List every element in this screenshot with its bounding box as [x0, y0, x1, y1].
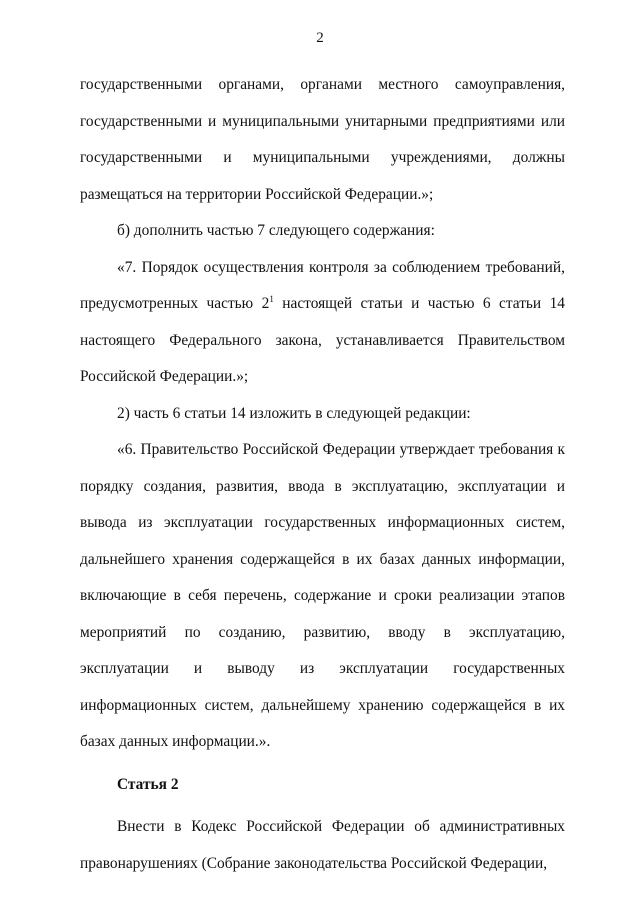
paragraph-item-b: б) дополнить частью 7 следующего содержания:	[117, 222, 435, 239]
paragraph-part-7-text: «7. Порядок осуществления контроля за соблюдением требований, предусмотренных частью 2	[80, 258, 565, 312]
article-heading: Статья 2	[117, 775, 179, 793]
paragraph-continuation: государственными органами, органами местного самоуправления, государственными и муниципальными унитарными предприятиями или государственными и муниципальными учреждениями, должны размещаться на территории Российской Федерации.»;	[80, 76, 565, 203]
paragraph-article-2: Внести в Кодекс Российской Федерации об административных правонарушениях (Собрание законодательства Российской Федерации,	[80, 818, 565, 872]
paragraph-part-7-rest: настоящей статьи и частью 6 статьи 14 настоящего Федерального закона, устанавливается Правительством Российской Федерации.»;	[80, 295, 566, 385]
document-body	[80, 67, 565, 882]
paragraph-part-6: «6. Правительство Российской Федерации утверждает требования к порядку создания, развития, ввода в эксплуатацию, эксплуатации и вывода из эксплуатации государственных информационных систем, дальнейшего хранения содержащейся в их базах данных информации, включающие в себя перечень, содержание и сроки реализации этапов мероприятий по созданию, развитию, вводу в эксплуатацию, эксплуатации и выводу из эксплуатации государственных информационных систем, дальнейшему хранению содержащейся в их базах данных информации.».	[80, 441, 565, 750]
page-number: 2	[316, 30, 324, 46]
paragraph-part-7	[80, 250, 565, 396]
paragraph-item-2: 2) часть 6 статьи 14 изложить в следующей редакции:	[117, 404, 471, 422]
superscript: 1	[269, 294, 274, 304]
